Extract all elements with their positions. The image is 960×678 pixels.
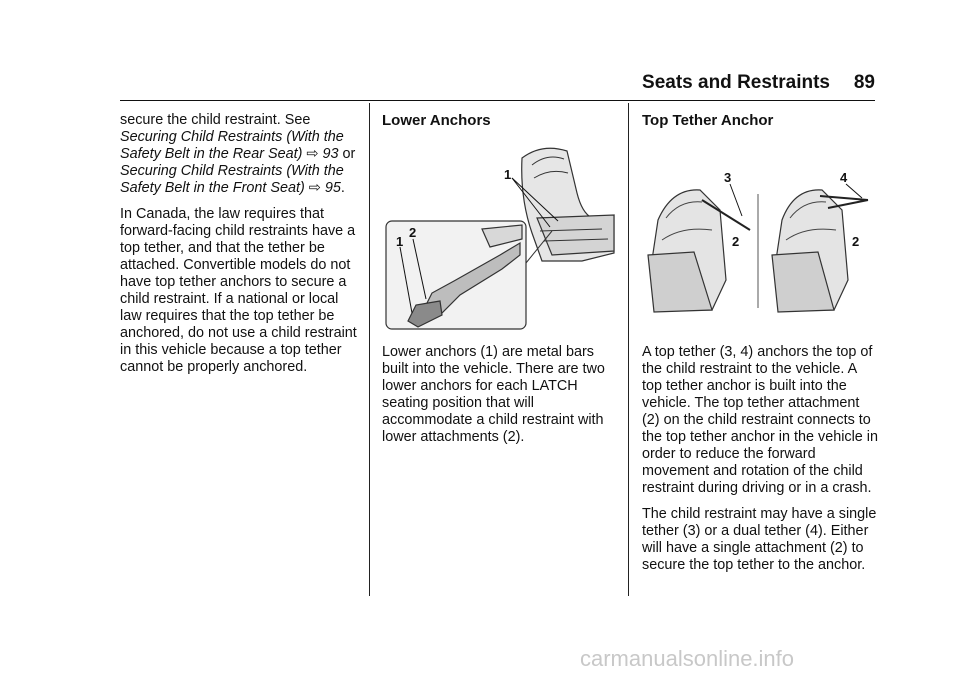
text-period: . [340,180,345,196]
figure-label-dual-tether: 4 [840,170,848,185]
paragraph-canada-law: In Canada, the law requires that forward-facing child restraints have a top tether, and that the tether be attached. Convertible models do not have top tether anchors to secure a child restraint. If a national or local law requires that the top tether be anchored, do not use a child restraint in this vehicle because a top tether cannot be properly anchored. [120,206,357,375]
paragraph-top-tether-1: A top tether (3, 4) anchors the top of the child restraint to the vehicle. A top tether anchor is built into the vehicle. The top tether attachment (2) on the child restraint connects to the top tether anchor in the vehicle in order to reduce the forward movement and rotation of the child restraint during driving or in a crash. [642,344,878,496]
text: secure the child restraint. See [120,112,311,128]
column-divider-1 [369,103,370,596]
top-tether-illustration [642,160,878,330]
xref-page-95[interactable]: 95 [324,180,341,196]
xref-link-rear-seat[interactable]: Securing Child Restraints (With the Safety Belt in the Rear Seat) [120,129,344,162]
figure-label-lower-anchor-inset: 1 [396,234,404,249]
figure-label-lower-anchor: 1 [504,167,512,182]
xref-arrow-icon: ⇨ [306,146,319,162]
watermark: carmanualsonline.info [580,646,795,671]
heading-top-tether-anchor: Top Tether Anchor [642,112,774,129]
figure-label-attachment-left: 2 [732,234,740,249]
xref-arrow-icon: ⇨ [308,180,321,196]
column-divider-2 [628,103,629,596]
paragraph-lower-anchors: Lower anchors (1) are metal bars built into the vehicle. There are two lower anchors for each LATCH seating position that will accommodate a child restraint with lower attachments (2). [382,344,605,445]
paragraph-top-tether-2: The child restraint may have a single tether (3) or a dual tether (4). Either will have a single attachment (2) to secure the top tether to the anchor. [642,506,877,573]
page-number: 89 [853,72,875,93]
column-2 [382,112,618,445]
header-rule [120,100,875,101]
figure-label-single-tether: 3 [724,170,732,185]
heading-lower-anchors: Lower Anchors [382,112,491,129]
section-title: Seats and Restraints [642,72,830,93]
xref-page-93[interactable]: 93 [322,146,339,162]
figure-label-attachment-right: 2 [852,234,860,249]
column-3 [642,112,878,573]
paragraph-cross-reference [120,112,358,197]
text-or: or [338,146,356,162]
figure-label-attachment: 2 [409,225,417,240]
lower-anchors-illustration [382,143,618,333]
column-1 [120,112,358,385]
xref-link-front-seat[interactable]: Securing Child Restraints (With the Safety Belt in the Front Seat) [120,163,344,196]
